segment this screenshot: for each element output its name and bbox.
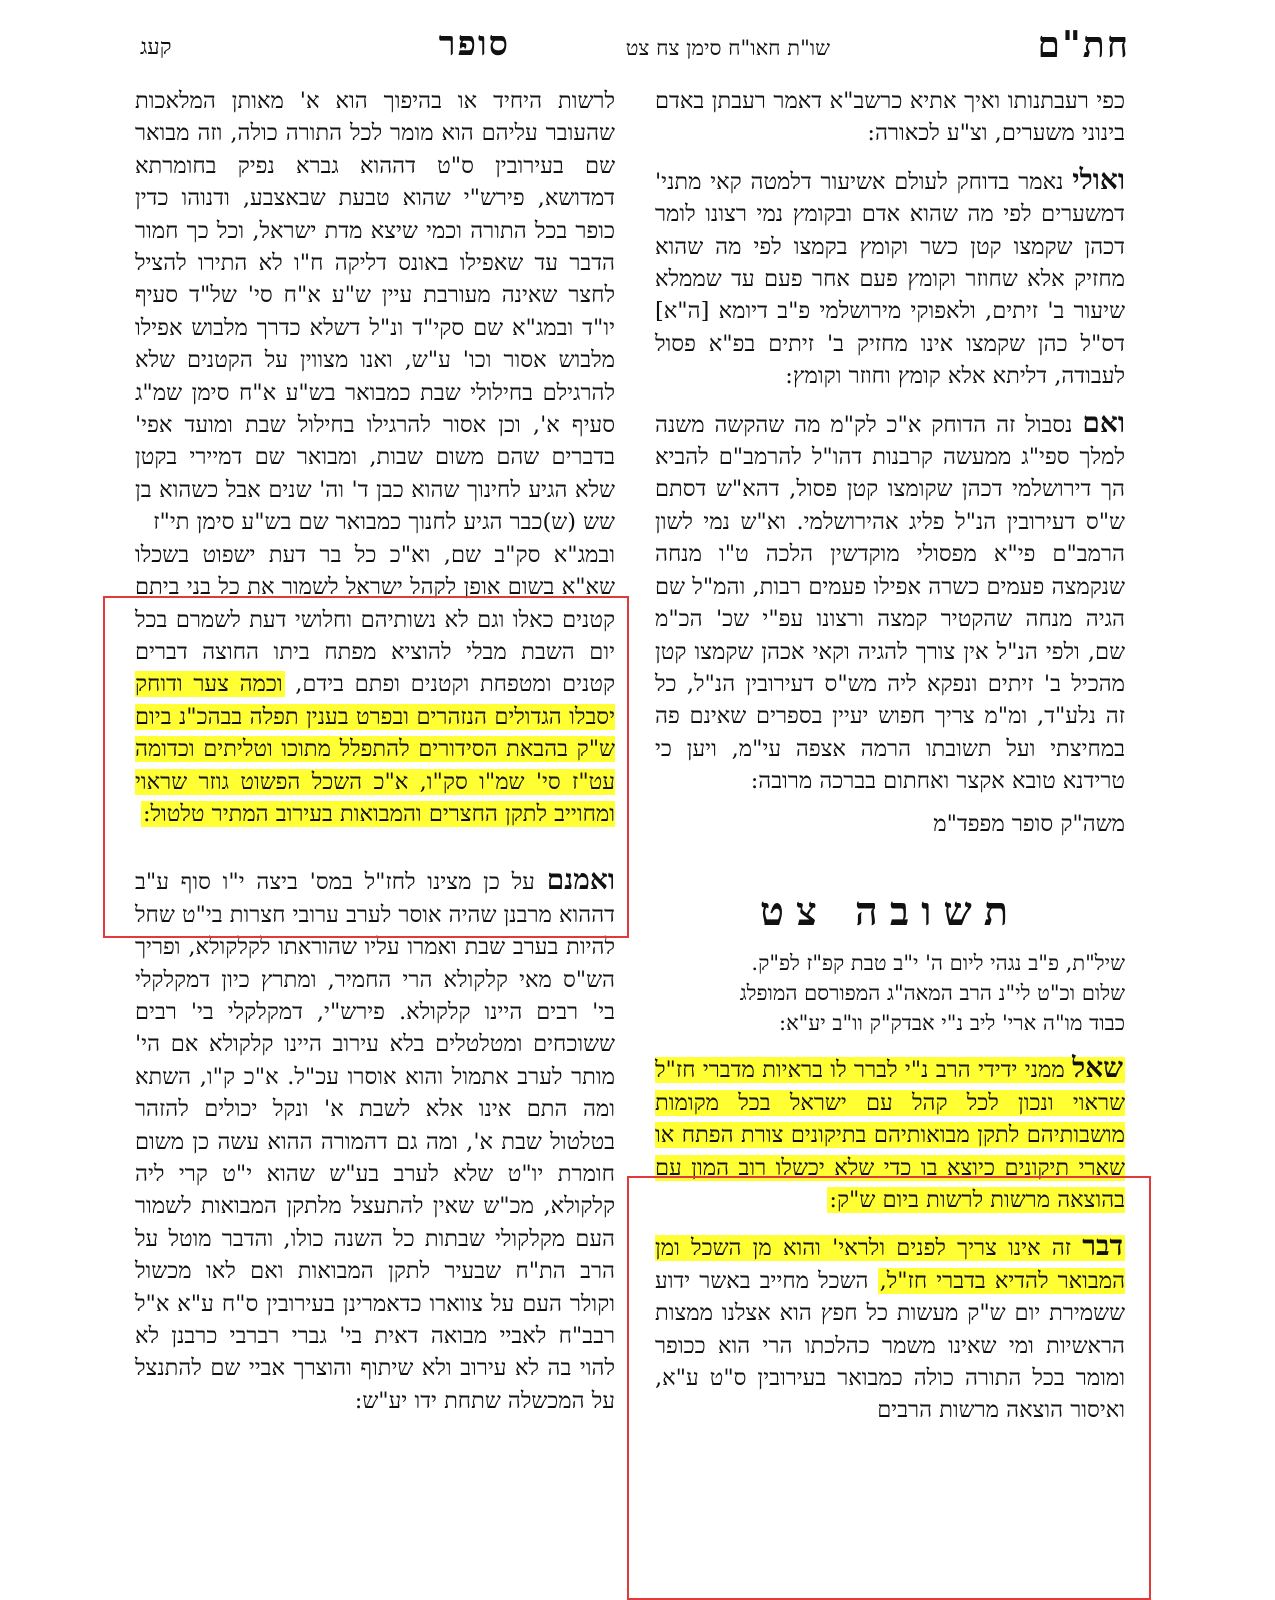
paragraph-text: ובמג"א סק"ב שם, וא"כ כל בר דעת ישפוט בשכלו שא"א בשום אופן לקהל ישראל לשמור את כל בני ביתם קטנים כאלו וגם לא נשותיהם וחלושי דעת לשמרם בכל יום השבת מבלי להוציא מפתח ביתו החוצה דברים קטנים ומטפחת וקטנים ופתם בידם, <box>135 541 615 698</box>
paragraph-text: זה אינו צריך לפנים ולראי' והוא מן השכל ומן המבואר להדיא בדברי חז"ל, <box>655 1235 1126 1294</box>
running-subtitle: שו"ת חאו"ח סימן צח צט <box>625 36 830 60</box>
paragraph-text: על כן מצינו לחז"ל במס' ביצה י"ו סוף ע"ב דההוא מרבנן שהיה אוסר לערב ערובי חצרות בי"ט שחל להיות בערב שבת ואמרו עליו שהוראתו לקלקולא, ופריך הש"ס מאי קלקולא הרי החמיר, ומתרץ כיון דמקלקלי בי' רבים היינו קלקולא. פירש"י, דמקלקלי בי' רבים ששוכחים ומטלטלים בלא עירוב היינו קלקולא אם הי' מותר לערב אתמול והוא אוסרו עכ"ל. א"כ ק"ו, השתא ומה התם אינו אלא לשבת א' ונקל יכולים להזהר בטלטול שבת א', ומה גם דהמורה ההוא עשה כן משום חומרת יו"ט שלא לערב בע"ש שהוא י"ט קרי ליה קלקולא, מכ"ש שאין להתעצל מלתקן המבואות לשמור העם מקלקולי שבתות כל השנה כולו, והדבר מוטל על הרב הת"ח שבעיר לתקן המבואות ואם לאו מכשול וקולר העם על צווארו כדאמרינן בעירובין ס"ח ע"א א"ל רבב"ח לאביי מבואה דאית בי' גברי רברבי כרבנן לא להוי בה לא עירוב ולא שיתוף והוצרך אביי שם להתנצל על המכשלה שתחת ידו יע"ש: <box>135 869 615 1414</box>
highlight: וכמה צער ודוחק יסבלו הגדולים הנזהרים ובפרט בענין תפלה בבהכ"נ ביום ש"ק בהבאת הסידורים להתפלל מתוכו וטליתים וכדומה עט"ז סי' שמ"ו סק"ו, א"כ השכל הפשוט גוזר שראוי ומחוייב לתקן החצרים והמבואות בעירוב המתיר טלטול: <box>135 671 615 827</box>
paragraph-text: השכל מחייב באשר ידוע ששמירת יום ש"ק מעשות כל חפץ הוא אצלנו ממצות הראשיות ומי שאינו משמר כהלכתו הרי הוא ככופר ומומר בכל התורה כולה כמבואר בעירובין ס"ט ע"א, ואיסור הוצאה מרשות הרבים <box>655 1267 1125 1424</box>
right-column <box>655 85 1125 1427</box>
paragraph <box>655 164 1125 393</box>
paragraph-text: נאמר בדוחק לעולם אשיעור דלמטה קאי מתני' דמשערים לפי מה שהוא אדם ובקומץ נמי רצונו לומר דכהן שקמצו קטן כשר וקומץ בקמצו לפי מה שהוא מחזיק אלא שחוזר וקומץ פעם אחר פעם עד שממלא שיעור ב' זיתים, ולאפוקי מירושלמי פ"ב דיומא [ה"א] דס"ל כהן שקמצו אינו מחזיק ב' זיתים בפ"א פסול לעבודה, דליתא אלא קומץ וחוזר וקומץ: <box>655 168 1125 390</box>
paragraph: לרשות היחיד או בהיפוך הוא א' מאותן המלאכות שהעובר עליהם הוא מומר לכל התורה כולה, וזה מבואר שם בעירובין ס"ט דההוא גברא נפיק בחומרתא דמדושא, פירש"י שהוא טבעת שבאצבע, ודנוהו כדין כופר בכל התורה וכמי שיצא מדת ישראל, וכל כך חמור הדבר עד שאפילו באונס דליקה ח"ו לא התירו להציל לחצר שאינה מעורבת עיין ש"ע א"ח סי' של"ד סעיף יו"ד ובמג"א שם סקי"ד ונ"ל דשלא כדרך מלבוש אפילו מלבוש אסור וכו' ע"ש, ואנו מצווין על הקטנים שלא להרגילם בחילולי שבת כמבואר בש"ע א"ח סימן שמ"ג סעיף א', וכן אסור להרגילו בחילול שבת ומועד אפי' בדברים שהם משום שבות, ומבואר שם דמיירי בקטן שלא הגיע לחינוך שהוא כבן ד' וה' שנים אבל כשהוא בן שש (ש)כבר הגיע לחנוך כמבואר שם בש"ע סימן תי"ז <box>135 88 615 536</box>
paragraph <box>655 1052 1125 1216</box>
lead-word: ואם <box>1082 405 1125 439</box>
paragraph-text: נסבול זה הדוחק א"כ לק"מ מה שהקשה משנה למלך ספי"ג ממעשה קרבנות דהו"ל להרמב"ם להביא הך דירושלמי דכהן שקומצו קטן פסול, דהא"ש דסתם ש"ס דעירובין הנ"ל פליג אהירושלמי. וא"ש נמי לשון הרמב"ם פי"א מפסולי מוקדשין הלכה ט"ו מנחה שנקמצה פעמים כשרה אפילו פעמים רבות, והמ"ל שם הגיה מנחה שהקטיר קמצה ורצונו עפ"י שכ' הכ"מ שם, ולפי הנ"ל אין צורך להגיה וקאי אכהן שקמצו קטן מהכיל ב' זיתים ונפקא ליה מש"ס דעירובין הנ"ל, כל זה נלע"ד, ומ"מ צריך חפוש יעיין בספרים שאינם פה במחיצתי ועל תשובתו הרמה אצפה עי"מ, ויען כי טרידנא טובא אקצר ואחתום בברכה מרובה: <box>655 411 1125 795</box>
paragraph <box>655 1230 1125 1426</box>
page-header <box>130 22 1130 72</box>
lead-word: שאל <box>1072 1051 1123 1085</box>
highlight <box>655 1051 1125 1213</box>
lead-word: דבר <box>1082 1229 1123 1263</box>
running-sofer: סופר <box>438 24 510 64</box>
boxed-paragraph <box>135 539 615 831</box>
paragraph <box>655 407 1125 798</box>
lead-word: ואולי <box>1072 162 1125 196</box>
paragraph-text: ממני ידידי הרב נ"י לברר לו בראיות מדברי חז"ל שראוי ונכון לכל קהל עם ישראל בכל מקומות מושבותיהם לתקן מבואותיהם בתיקונים צורת הפתח או שארי תיקונים כיוצא בו כדי שלא יכשלו רוב המון עם בהוצאה מרשות לרשות ביום ש"ק: <box>655 1057 1125 1213</box>
paragraph <box>135 864 615 1417</box>
page-number: קעג <box>140 35 172 60</box>
paragraph: כפי רעבתנותו ואיך אתיא כרשב"א דאמר רעבתן באדם בינוני משערים, וצ"ע לכאורה: <box>655 88 1125 147</box>
signature: משה"ק סופר מפפד"מ <box>933 810 1125 837</box>
intro-line: כבוד מו"ה ארי' ליב נ"י אבדק"ק וו"ב יע"א: <box>779 1011 1125 1036</box>
running-title: חת"ם <box>1037 24 1130 66</box>
lead-word: ואמנם <box>546 863 616 897</box>
intro-line: שלום וכ"ט לי"נ הרב המאה"ג המפורסם המופלג <box>739 981 1125 1006</box>
intro-line: שיל"ת, פ"ב נגהי ליום ה' י"ב טבת קפ"ז לפ"ק. <box>751 951 1125 976</box>
section-title: תשובה צט <box>759 887 1021 935</box>
left-column <box>135 85 615 1417</box>
